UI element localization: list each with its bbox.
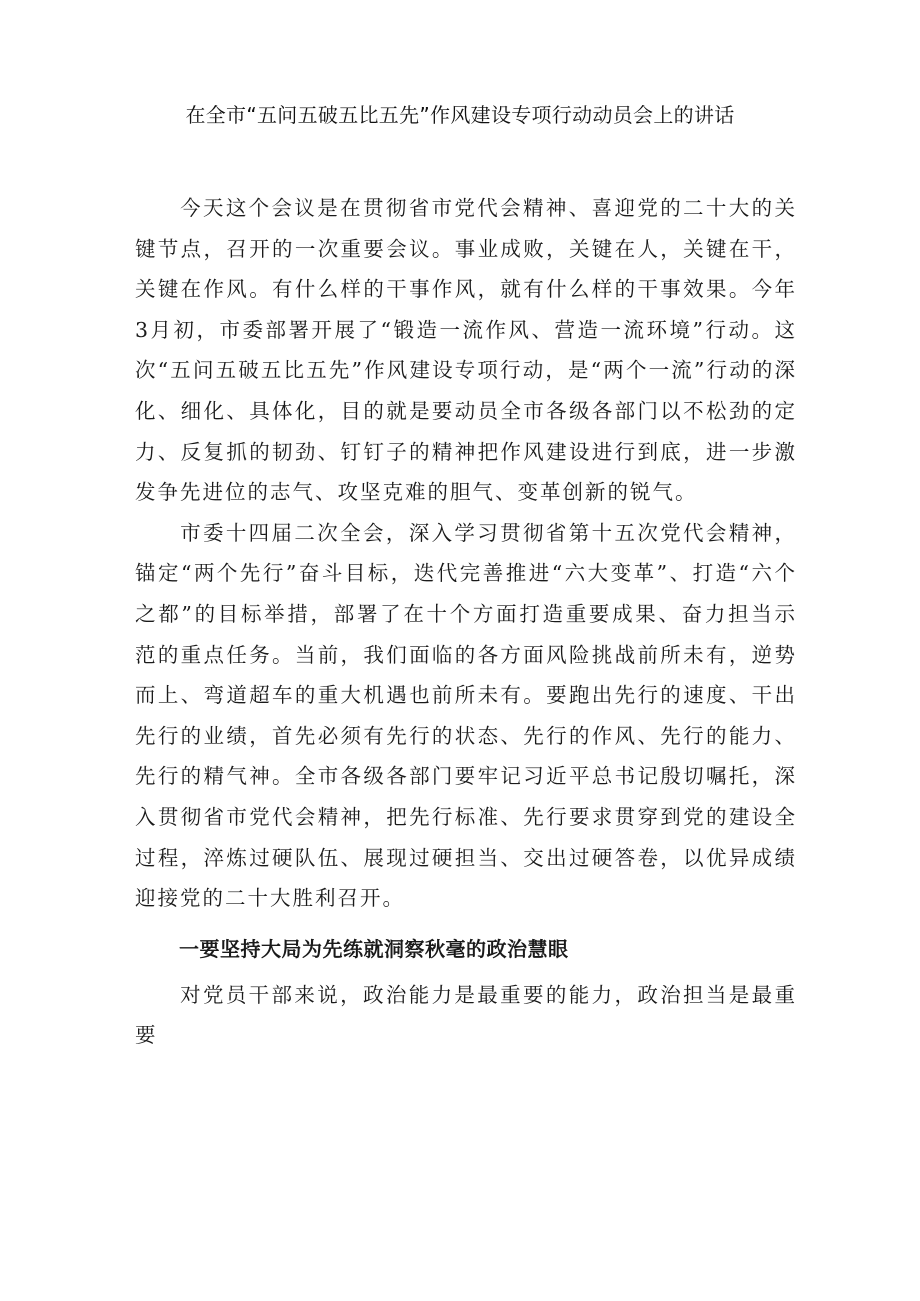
- document-title: 在全市“五问五破五比五先”作风建设专项行动动员会上的讲话: [185, 103, 735, 127]
- paragraph-3: 对党员干部来说，政治能力是最重要的能力，政治担当是最重要: [135, 982, 797, 1048]
- section-heading: 一要坚持大局为先练就洞察秋毫的政治慧眼: [179, 936, 569, 961]
- document-body: [135, 188, 797, 1056]
- paragraph-1: 今天这个会议是在贯彻省市党代会精神、喜迎党的二十大的关键节点，召开的一次重要会议。事业成败，关键在人，关键在干，关键在作风。有什么样的干事作风，就有什么样的干事效果。今年3月初，市委部署开展了“锻造一流作风、营造一流环境”行动。这次“五问五破五比五先”作风建设专项行动，是“两个一流”行动的深化、细化、具体化，目的就是要动员全市各级各部门以不松劲的定力、反复抓的韧劲、钉钉子的精神把作风建设进行到底，进一步激发争先进位的志气、攻坚克难的胆气、变革创新的锐气。: [135, 196, 797, 505]
- paragraph-2: 市委十四届二次全会，深入学习贯彻省第十五次党代会精神，锚定“两个先行”奋斗目标，迭代完善推进“六大变革”、打造“六个之都”的目标举措，部署了在十个方面打造重要成果、奋力担当示范的重点任务。当前，我们面临的各方面风险挑战前所未有，逆势而上、弯道超车的重大机遇也前所未有。要跑出先行的速度、干出先行的业绩，首先必须有先行的状态、先行的作风、先行的能力、先行的精气神。全市各级各部门要牢记习近平总书记殷切嘱托，深入贯彻省市党代会精神，把先行标准、先行要求贯穿到党的建设全过程，淬炼过硬队伍、展现过硬担当、交出过硬答卷，以优异成绩迎接党的二十大胜利召开。: [135, 520, 797, 911]
